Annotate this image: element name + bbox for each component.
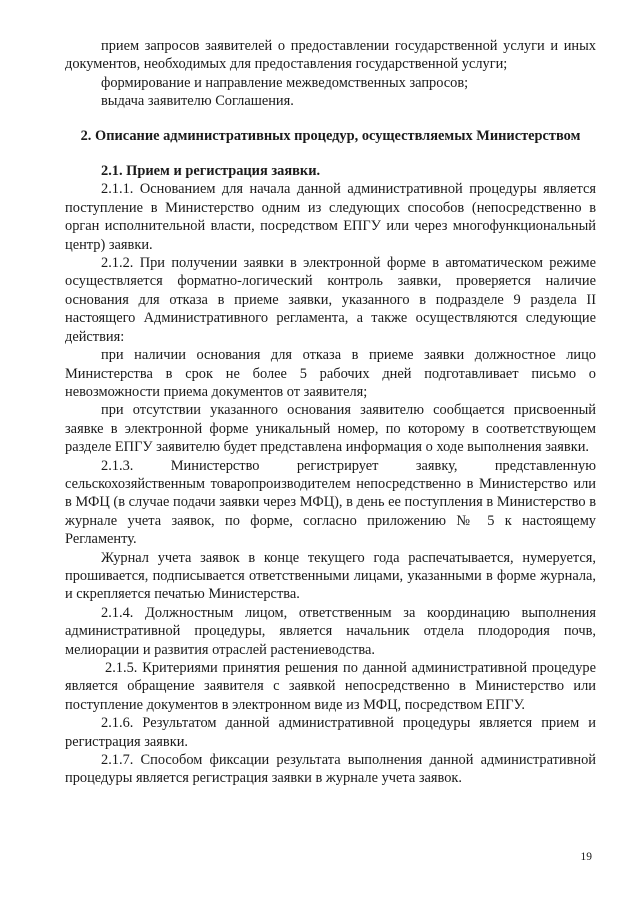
document-body	[65, 37, 596, 788]
paragraph: прием запросов заявителей о предоставлении государственной услуги и иных документов, необходимых для предоставления государственной услуги;	[65, 38, 596, 73]
page-number: 19	[580, 851, 592, 863]
paragraph: при отсутствии указанного основания заявителю сообщается присвоенный заявке в электронной форме уникальный номер, по которому в соответствующем разделе ЕПГУ заявителю будет представлена информация о ходе выполнения заявки.	[65, 402, 596, 456]
paragraph: Журнал учета заявок в конце текущего года распечатывается, нумеруется, прошивается, подписывается ответственными лицами, указанными в форме журнала, и скрепляется печатью Министерства.	[65, 549, 596, 603]
paragraph: выдача заявителю Соглашения.	[101, 93, 294, 110]
paragraph: 2.1.2. При получении заявки в электронной форме в автоматическом режиме осуществляется форматно-логический контроль заявки, проверяется наличие основания для отказа в приеме заявки, указанного в подразделе 9 раздела II настоящего Административного регламента, а также осуществляются следующие действия:	[65, 255, 596, 345]
paragraph: 2.1.1. Основанием для начала данной административной процедуры является поступление в Министерство одним из следующих способов (непосредственно в орган исполнительной власти, посредством ЕПГУ или через многофункциональный центр) заявки.	[65, 181, 596, 253]
paragraph: 2.1.4. Должностным лицом, ответственным за координацию выполнения административной процедуры, является начальник отдела плодородия почв, мелиорации и развития отраслей растениеводства.	[65, 604, 596, 658]
paragraph: формирование и направление межведомственных запросов;	[101, 74, 469, 91]
section-heading: 2. Описание административных процедур, осуществляемых Министерством	[80, 127, 581, 144]
paragraph: 2.1.7. Способом фиксации результата выполнения данной административной процедуры является регистрация заявки в журнале учета заявок.	[65, 752, 596, 787]
paragraph: 2.1.3. Министерство регистрирует заявку, представленную сельскохозяйственным товаропроизводителем непосредственно в Министерство или в МФЦ (в случае подачи заявки через МФЦ), в день ее поступления в Министерство в журнале учета заявок, по форме, согласно приложению № 5 к настоящему Регламенту.	[65, 457, 596, 548]
paragraph: 2.1.6. Результатом данной административной процедуры является прием и регистрация заявки.	[65, 715, 596, 750]
paragraph: 2.1.5. Критериями принятия решения по данной административной процедуре является обращение заявителя с заявкой непосредственно в Министерство или поступление документов в электронном виде из МФЦ, посредством ЕПГУ.	[65, 660, 596, 713]
subsection-heading: 2.1. Прием и регистрация заявки.	[101, 163, 321, 180]
paragraph: при наличии основания для отказа в приеме заявки должностное лицо Министерства в срок не более 5 рабочих дней подготавливает письмо о невозможности приема документов от заявителя;	[65, 347, 596, 400]
